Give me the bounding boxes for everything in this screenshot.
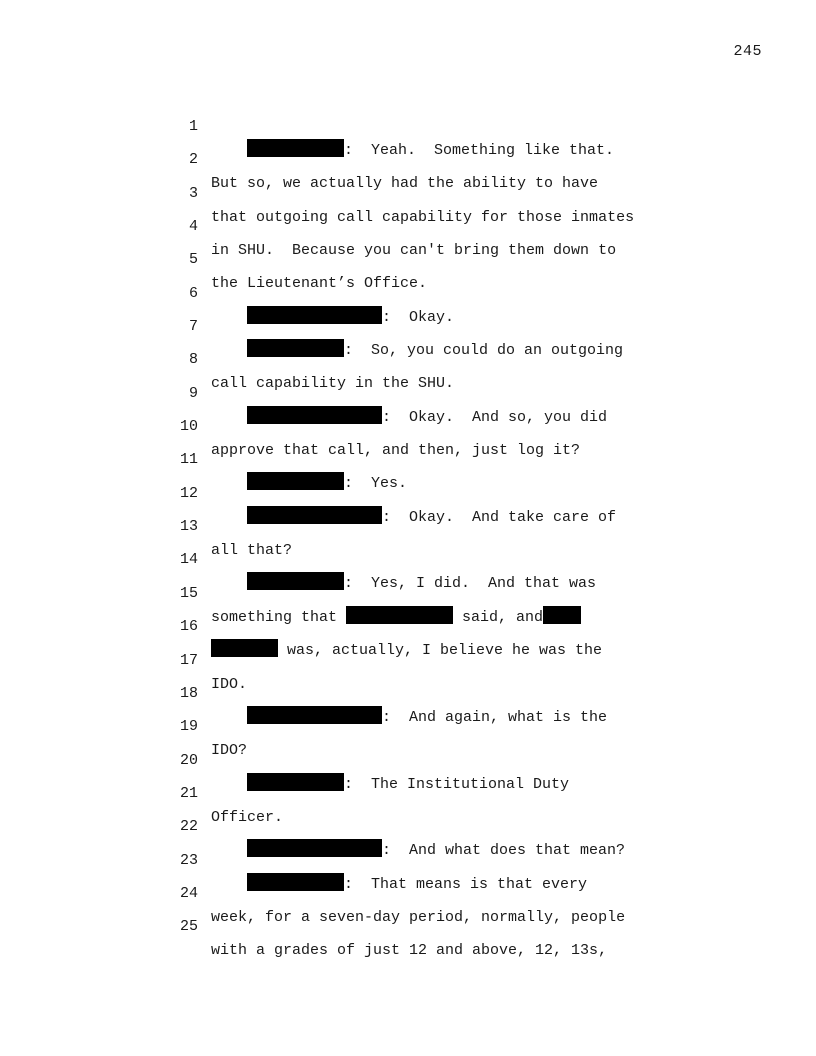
line-number: 1 <box>188 118 198 135</box>
line-number: 24 <box>179 884 198 902</box>
line-text: approve that call, and then, just log it? <box>211 442 581 460</box>
line-text: call capability in the SHU. <box>211 375 455 393</box>
transcript-line <box>0 558 816 626</box>
line-text: : And again, what is the <box>211 706 607 730</box>
line-number: 11 <box>179 451 198 469</box>
transcript-line <box>0 258 816 326</box>
transcript-line <box>0 91 816 159</box>
line-text: : Okay. And take care of <box>211 506 616 530</box>
line-text: : Okay. And so, you did <box>211 406 607 430</box>
line-text: : Okay. <box>211 306 454 330</box>
line-text: : That means is that every <box>211 873 587 897</box>
line-text: IDO? <box>211 742 248 760</box>
line-text: : And what does that mean? <box>211 839 625 863</box>
line-text: was, actually, I believe he was the <box>211 639 602 663</box>
page-number: 245 <box>733 43 762 60</box>
transcript-line <box>0 758 816 826</box>
line-text: Officer. <box>211 808 284 826</box>
line-text: in SHU. Because you can't bring them down to <box>211 242 617 260</box>
line-number: 14 <box>179 551 198 569</box>
transcript-line <box>0 191 816 260</box>
line-number: 15 <box>179 584 198 602</box>
line-number: 23 <box>179 851 198 869</box>
line-number: 10 <box>179 418 198 436</box>
transcript-line <box>0 358 816 426</box>
line-number: 16 <box>179 618 198 636</box>
transcript-line <box>0 458 816 526</box>
line-number: 5 <box>188 251 198 269</box>
transcript-line <box>0 158 816 226</box>
line-number: 7 <box>188 318 198 336</box>
line-text: that outgoing call capability for those inmates <box>211 208 635 226</box>
line-text: IDO. <box>211 675 248 693</box>
line-number: 20 <box>179 751 198 769</box>
line-number: 22 <box>179 818 198 836</box>
line-text: But so, we actually had the ability to have <box>211 175 599 193</box>
line-text: : Yes, I did. And that was <box>211 572 596 596</box>
line-number: 8 <box>188 351 198 369</box>
line-text: week, for a seven-day period, normally, people <box>211 908 626 926</box>
line-number: 9 <box>188 384 198 402</box>
line-text: something that said, and <box>211 606 581 630</box>
line-text: the Lieutenant’s Office. <box>211 275 428 293</box>
line-number: 12 <box>179 484 198 502</box>
line-text: all that? <box>211 542 293 560</box>
transcript-line <box>0 658 816 726</box>
line-number: 2 <box>188 151 198 169</box>
transcript-line <box>0 858 816 926</box>
line-number: 17 <box>179 651 198 669</box>
line-text: : The Institutional Duty <box>211 773 569 797</box>
transcript-line <box>0 891 816 960</box>
line-number: 18 <box>179 684 198 702</box>
line-number: 3 <box>188 184 198 202</box>
line-number: 13 <box>179 518 198 536</box>
line-number: 25 <box>179 918 198 936</box>
line-number: 6 <box>188 284 198 302</box>
transcript-body <box>0 91 816 960</box>
line-number: 19 <box>179 718 198 736</box>
transcript-line <box>0 224 816 293</box>
line-text: : Yeah. Something like that. <box>211 139 614 163</box>
line-text: : Yes. <box>211 472 407 496</box>
line-number: 4 <box>188 218 198 236</box>
transcript-line <box>0 124 816 193</box>
transcript-line <box>0 324 816 393</box>
line-text: with a grades of just 12 and above, 12, 13s, <box>211 942 608 960</box>
transcript-line <box>0 291 816 360</box>
line-text: : So, you could do an outgoing <box>211 339 623 363</box>
line-number: 21 <box>179 784 198 802</box>
